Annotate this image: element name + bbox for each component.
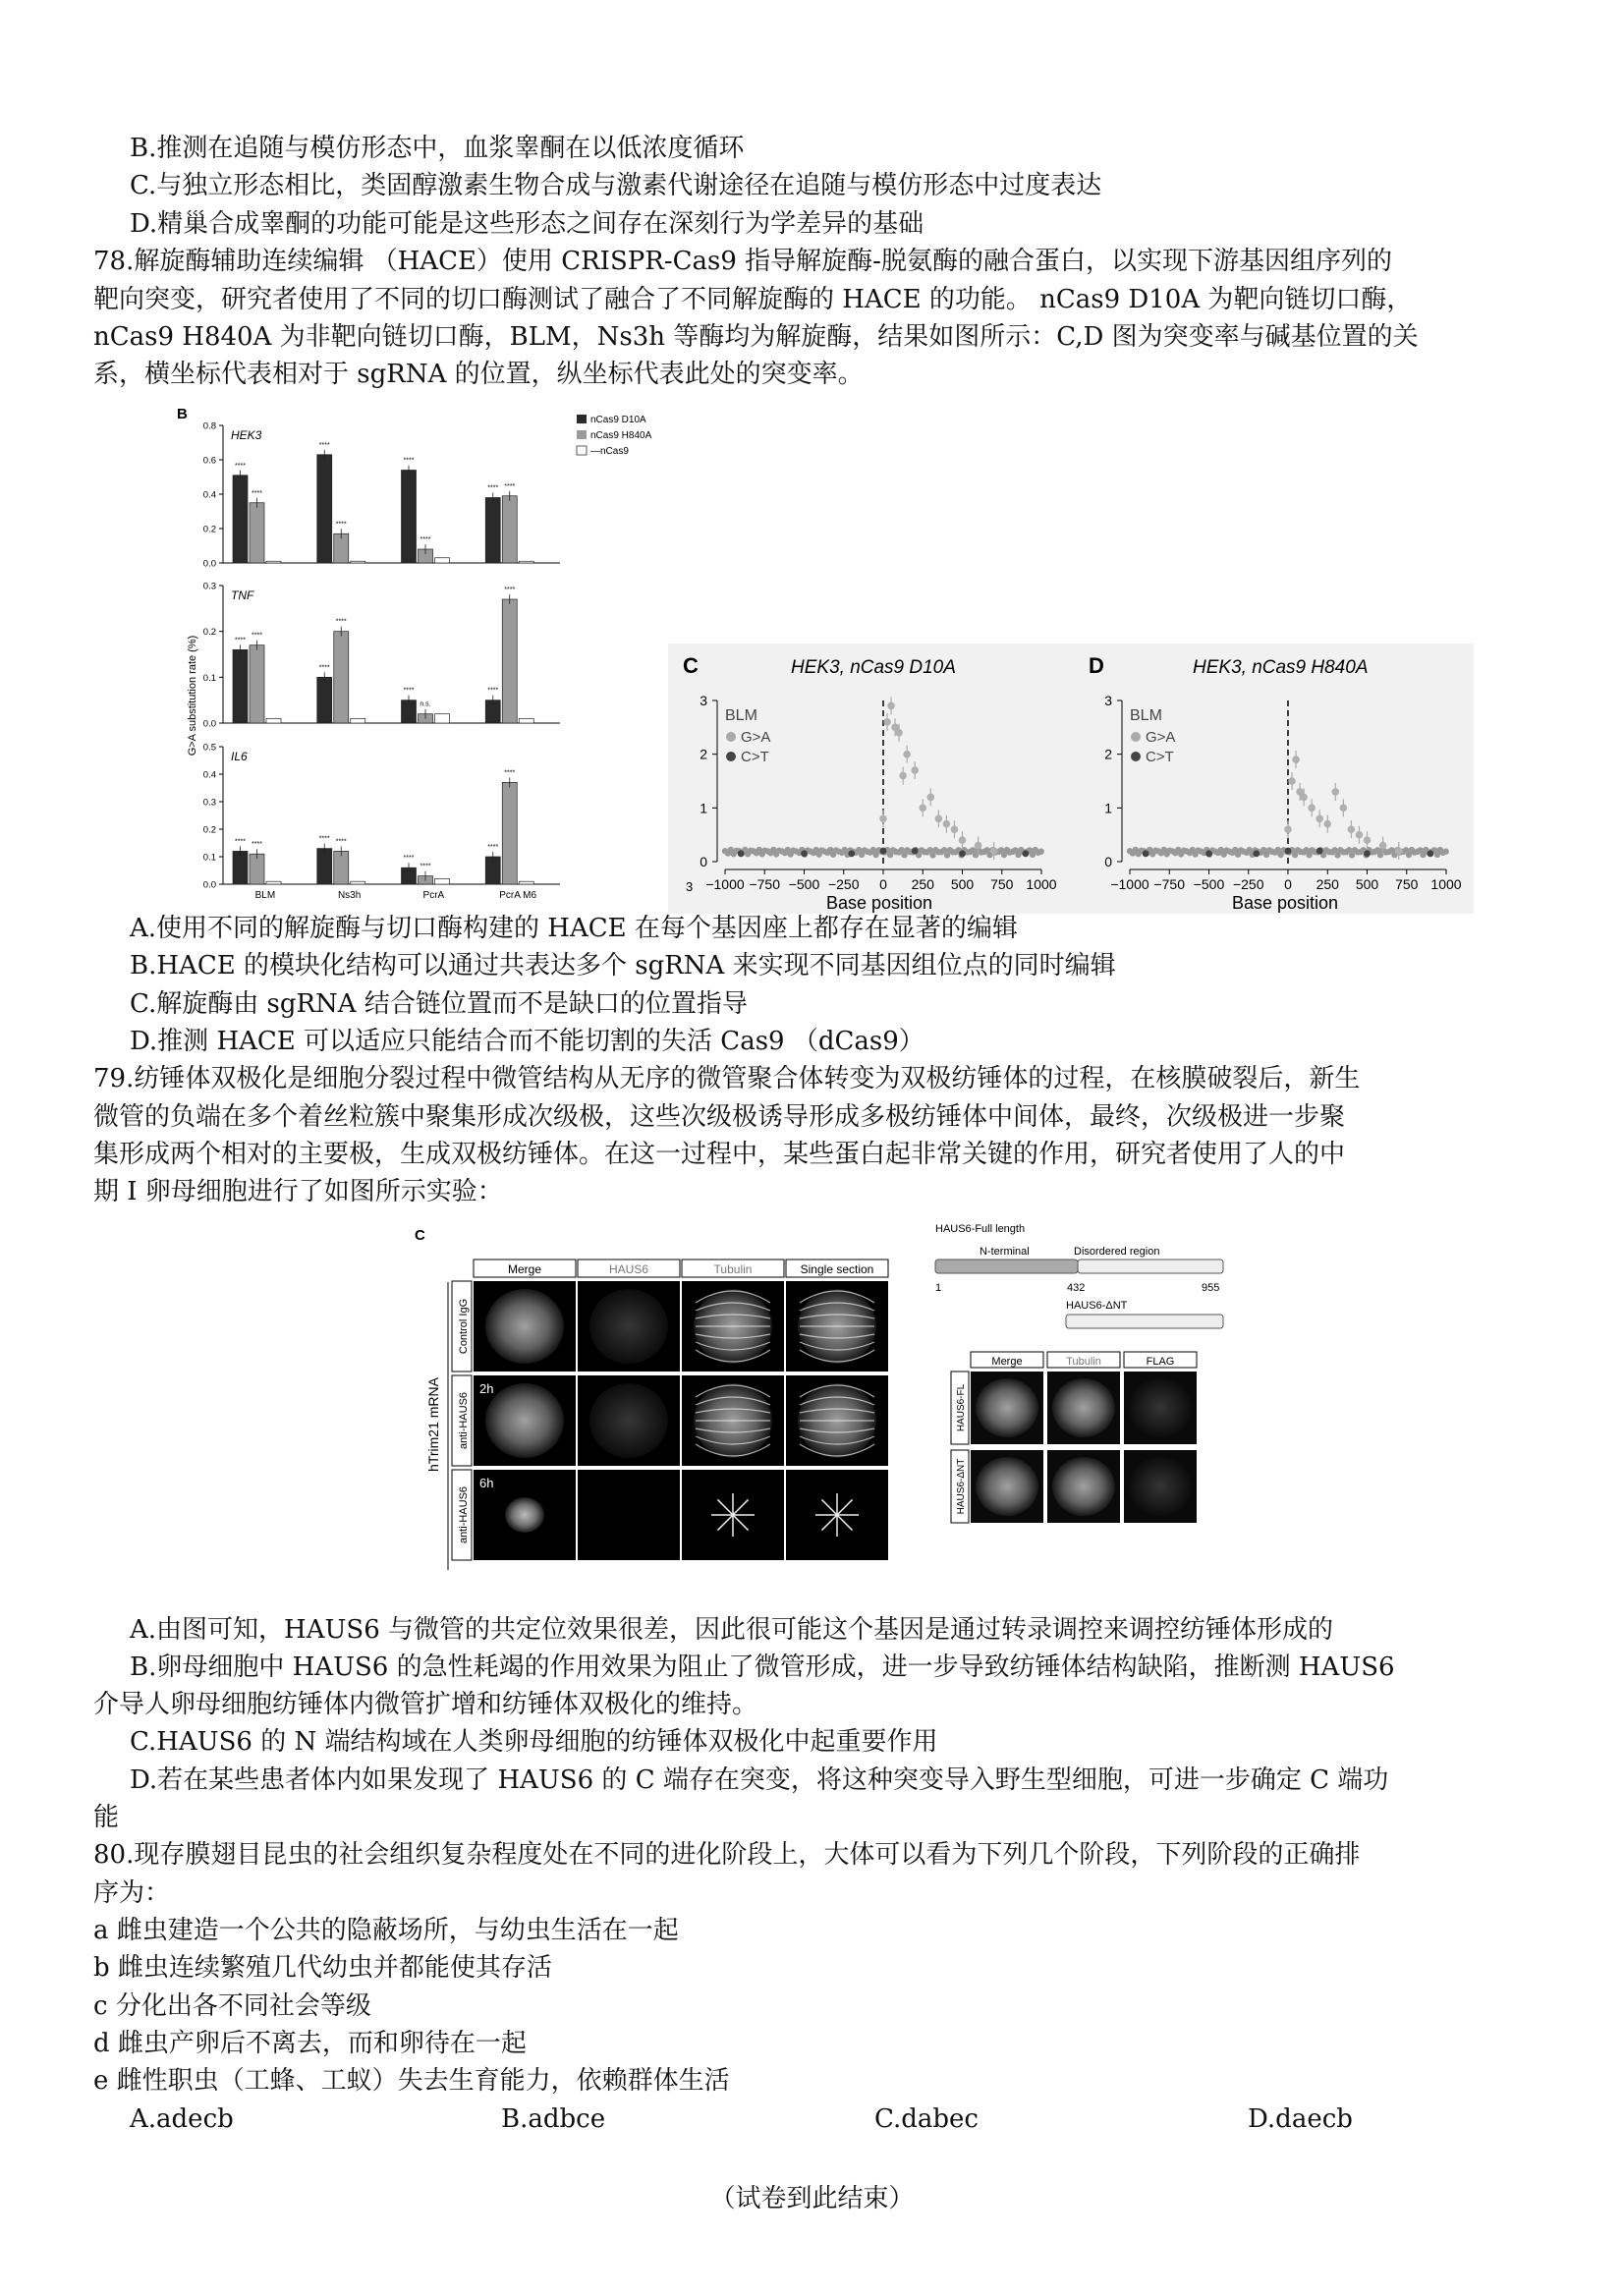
significance-mark: **** xyxy=(252,632,262,640)
figure-b-legend-box xyxy=(575,411,702,470)
row-label: Control IgG xyxy=(458,1298,470,1355)
significance-mark: **** xyxy=(403,855,415,863)
q79-option-b-line-1: B.卵母细胞中 HAUS6 的急性耗竭的作用效果为阻止了微管形成，进一步导致纺锤体结构缺陷，推断测 HAUS6 xyxy=(130,1652,1395,1682)
figure-b-ytick: 0.1 xyxy=(202,852,216,864)
scatter-xtick: 500 xyxy=(1355,876,1379,892)
bar xyxy=(351,718,365,723)
figure-c-xlabel: Base position xyxy=(825,893,933,913)
bar xyxy=(502,782,517,884)
scatter-point-ga xyxy=(1323,820,1331,828)
figure-b-bar-charts xyxy=(172,401,565,904)
scatter-point-ct xyxy=(880,848,887,855)
scatter-point-ga xyxy=(911,766,919,774)
significance-mark: **** xyxy=(252,841,262,849)
bar xyxy=(435,878,450,884)
scatter-point-ct xyxy=(1428,850,1434,857)
scatter-xtick: −750 xyxy=(1153,876,1186,892)
significance-mark: **** xyxy=(403,457,415,465)
figure-d-legend-ga: G>A xyxy=(1146,729,1176,746)
time-label-6h: 6h xyxy=(479,1476,494,1490)
significance-mark: **** xyxy=(420,536,431,543)
figure-d-legend-ga-marker xyxy=(1131,732,1141,742)
significance-mark: **** xyxy=(504,587,516,593)
small-col-header: FLAG xyxy=(1146,1356,1175,1368)
scatter-point-ga xyxy=(919,805,926,812)
figure-b-ytick: 0.0 xyxy=(202,558,216,570)
bar xyxy=(435,714,450,723)
figure-d-title: HEK3, nCas9 H840A xyxy=(1193,657,1369,678)
q80-stage-a: a 雌虫建造一个公共的隐蔽场所，与幼虫生活在一起 xyxy=(93,1916,679,1945)
figure-c-legend-ga: G>A xyxy=(741,729,771,746)
figure-b-label: B xyxy=(177,406,188,422)
q79-stem-line-3: 集形成两个相对的主要极，生成双极纺锤体。在这一过程中，某些蛋白起非常关键的作用，研究者使用了人的中 xyxy=(93,1140,1346,1169)
scatter-point-ga xyxy=(943,820,951,828)
bar xyxy=(435,558,450,563)
significance-mark: **** xyxy=(252,489,262,497)
scatter-ytick: 0 xyxy=(700,854,707,869)
legend-swatch-d10a xyxy=(577,415,587,423)
pos-start: 1 xyxy=(935,1282,942,1294)
col-header: Merge xyxy=(507,1262,542,1276)
figure-c-legend-ct: C>T xyxy=(741,749,769,765)
bar xyxy=(317,849,332,884)
scatter-xtick: −1000 xyxy=(1110,876,1149,892)
dnt-domain-bar xyxy=(1066,1315,1223,1328)
scatter-ytick: 1 xyxy=(1104,800,1112,816)
q79-option-a: A.由图可知，HAUS6 与微管的共定位效果很差，因此很可能这个基因是通过转录调控来调控纺锤体形成的 xyxy=(130,1615,1334,1645)
significance-mark: **** xyxy=(318,664,330,672)
scatter-point-ga xyxy=(1300,794,1308,802)
bar xyxy=(317,455,332,563)
scatter-point-ct xyxy=(1023,850,1030,857)
q78-option-a: A.使用不同的解旋酶与切口酶构建的 HACE 在每个基因座上都存在显著的编辑 xyxy=(130,914,1018,943)
scatter-point-ga xyxy=(879,814,887,822)
scatter-ytick: 3 xyxy=(700,693,707,708)
scatter-point-ga xyxy=(883,718,891,726)
figure-b-ytick: 0.3 xyxy=(202,797,216,809)
scatter-xtick: −500 xyxy=(788,876,820,892)
legend-label-ncas9: —nCas9 xyxy=(590,446,629,457)
significance-mark: **** xyxy=(335,838,347,846)
scatter-point-ga xyxy=(975,842,982,850)
figure-haus-label: C xyxy=(415,1227,425,1244)
q80-option-c: C.dabec xyxy=(874,2104,979,2134)
q80-option-b: B.adbce xyxy=(501,2104,606,2134)
n-terminal-domain-bar xyxy=(935,1260,1078,1273)
bar xyxy=(485,498,500,564)
figure-cd-scatter-plots xyxy=(668,644,1474,914)
scatter-xtick: −750 xyxy=(749,876,781,892)
small-row-label: HAUS6-ΔNT xyxy=(956,1458,967,1515)
bar xyxy=(402,471,417,564)
significance-mark: **** xyxy=(487,484,499,492)
scatter-point-ga xyxy=(903,751,911,758)
haus6-full-length-label: HAUS6-Full length xyxy=(935,1223,1026,1235)
significance-mark: **** xyxy=(504,769,516,777)
scatter-point-ct xyxy=(1253,850,1260,857)
q79-option-d-line-1: D.若在某些患者体内如果发现了 HAUS6 的 C 端存在突变，将这种突变导入野生型细胞，可进一步确定 C 端功 xyxy=(130,1765,1389,1795)
q80-option-d: D.daecb xyxy=(1248,2104,1353,2134)
significance-mark: **** xyxy=(487,844,499,851)
figure-b-category-label: PcrA xyxy=(422,890,445,901)
scatter-point-ct xyxy=(738,850,745,857)
bar xyxy=(502,599,517,723)
significance-mark: **** xyxy=(420,863,431,870)
bar xyxy=(351,561,365,563)
q80-stage-c: c 分化出各不同社会等级 xyxy=(93,1991,371,2021)
figure-haus6-microscopy xyxy=(413,1218,1228,1606)
q80-stem-line-2: 序为： xyxy=(93,1878,171,1908)
figure-b-ytick: 0.4 xyxy=(202,769,216,781)
figure-b-ytick: 0.0 xyxy=(202,718,216,730)
figure-c-title: HEK3, nCas9 D10A xyxy=(791,657,956,678)
significance-mark: **** xyxy=(403,687,415,695)
disordered-region-label: Disordered region xyxy=(1074,1246,1160,1258)
q80-stem-line-1: 80.现存膜翅目昆虫的社会组织复杂程度处在不同的进化阶段上，大体可以看为下列几个阶段，下列阶段的正确排 xyxy=(93,1840,1361,1870)
scatter-point-ga xyxy=(1340,805,1348,812)
scatter-xtick: 750 xyxy=(990,876,1014,892)
scatter-xtick: 1000 xyxy=(1026,876,1057,892)
scatter-point-ct xyxy=(1285,848,1292,855)
q79-option-d-line-2: 能 xyxy=(93,1803,120,1832)
scatter-point-ga xyxy=(1348,825,1356,833)
scatter-point-ga xyxy=(887,702,895,710)
scatter-point-ga xyxy=(990,847,998,855)
q78-option-c: C.解旋酶由 sgRNA 结合链位置而不是缺口的位置指导 xyxy=(130,989,748,1019)
figure-b-ytick: 0.5 xyxy=(202,742,216,754)
scatter-point-background xyxy=(1037,849,1043,855)
bar xyxy=(250,645,264,723)
q77-option-c: C.与独立形态相比，类固醇激素生物合成与激素代谢途径在追随与模仿形态中过度表达 xyxy=(130,171,1102,200)
bar xyxy=(233,851,248,884)
q80-stage-e: e 雌性职虫（工蜂、工蚁）失去生育能力，依赖群体生活 xyxy=(93,2066,730,2096)
scatter-point-ga xyxy=(935,814,943,822)
figure-b-ytick: 0.2 xyxy=(202,524,216,535)
bar xyxy=(502,496,517,563)
scatter-point-ct xyxy=(912,848,919,855)
q78-stem-line-1: 78.解旋酶辅助连续编辑 （HACE）使用 CRISPR-Cas9 指导解旋酶-脱氨酶的融合蛋白，以实现下游基因组序列的 xyxy=(93,247,1392,276)
scatter-point-ga xyxy=(1364,836,1372,844)
figure-b-ytick: 0.4 xyxy=(202,489,216,501)
end-of-exam: （试卷到此结束） xyxy=(709,2184,915,2213)
small-row-label: HAUS6-FL xyxy=(956,1383,967,1432)
legend-label-d10a: nCas9 D10A xyxy=(590,415,646,425)
side-label-htrim21: hTrim21 mRNA xyxy=(425,1377,441,1472)
haus6-dnt-label: HAUS6-ΔNT xyxy=(1066,1300,1128,1312)
q80-option-a: A.adecb xyxy=(130,2104,234,2134)
figure-b-category-label: PcrA M6 xyxy=(499,890,537,901)
bar xyxy=(519,718,533,723)
figure-b-category-label: Ns3h xyxy=(337,890,362,901)
scatter-point-ga xyxy=(1395,847,1403,855)
scatter-point-ga xyxy=(927,794,935,802)
figure-b-gene-label: TNF xyxy=(231,588,254,602)
bar xyxy=(233,476,248,563)
figure-b-ytick: 0.0 xyxy=(202,879,216,891)
q78-stem-line-2: 靶向突变，研究者使用了不同的切口酶测试了融合了不同解旋酶的 HACE 的功能。 nCas9 D10A 为靶向链切口酶， xyxy=(93,285,1413,314)
scatter-xtick: 750 xyxy=(1395,876,1419,892)
significance-mark: **** xyxy=(235,637,246,644)
figure-d-xlabel: Base position xyxy=(1231,893,1339,913)
figure-d-legend-ct-marker xyxy=(1131,752,1141,761)
bar xyxy=(334,851,349,884)
figure-b-ytick: 0.2 xyxy=(202,824,216,836)
figure-c-legend-ct-marker xyxy=(726,752,736,761)
scatter-xtick: −1000 xyxy=(705,876,745,892)
figure-d-legend-ct: C>T xyxy=(1146,749,1174,765)
figure-b-ytick: 0.1 xyxy=(202,672,216,684)
q79-stem-line-2: 微管的负端在多个着丝粒簇中聚集形成次级极，这些次级极诱导形成多极纺锤体中间体，最终，次级极进一步聚 xyxy=(93,1102,1346,1132)
legend-label-h840a: nCas9 H840A xyxy=(590,430,652,441)
legend-swatch-h840a xyxy=(577,430,587,439)
scatter-point-ct xyxy=(801,850,808,857)
q78-option-b: B.HACE 的模块化结构可以通过共表达多个 sgRNA 来实现不同基因组位点的同时编辑 xyxy=(130,951,1116,980)
scatter-point-ct xyxy=(1143,850,1149,857)
scatter-point-ga xyxy=(895,729,903,737)
small-col-header: Merge xyxy=(991,1356,1023,1368)
scatter-ytick: 2 xyxy=(700,746,707,762)
scatter-point-ct xyxy=(848,850,855,857)
row-label: anti-HAUS6 xyxy=(458,1485,470,1544)
bar xyxy=(334,632,349,723)
q77-option-d: D.精巢合成睾酮的功能可能是这些形态之间存在深刻行为学差异的基础 xyxy=(130,209,924,239)
scatter-point-ga xyxy=(1288,777,1296,785)
q79-option-b-line-2: 介导人卵母细胞纺锤体内微管扩增和纺锤体双极化的维持。 xyxy=(93,1690,758,1719)
figure-d-legend-title: BLM xyxy=(1130,707,1162,724)
bar xyxy=(317,677,332,723)
figure-d-label: D xyxy=(1089,653,1104,678)
significance-mark: **** xyxy=(504,482,516,490)
micrograph-tile xyxy=(578,1470,680,1560)
significance-mark: **** xyxy=(335,618,347,626)
q77-option-b: B.推测在追随与模仿形态中，血浆睾酮在以低浓度循环 xyxy=(130,134,745,163)
small-col-header: Tubulin xyxy=(1066,1356,1101,1368)
pos-432: 432 xyxy=(1067,1282,1086,1294)
figure-b-ytick: 0.3 xyxy=(202,581,216,592)
time-label-2h: 2h xyxy=(479,1381,494,1396)
scatter-point-ct xyxy=(959,850,966,857)
scatter-point-ga xyxy=(959,836,967,844)
q79-option-c: C.HAUS6 的 N 端结构域在人类卵母细胞的纺锤体双极化中起重要作用 xyxy=(130,1727,938,1757)
figure-b-ylabel: G>A substitution rate (%) xyxy=(187,635,198,756)
scatter-xtick: 500 xyxy=(950,876,975,892)
scatter-xtick: 250 xyxy=(911,876,934,892)
scatter-ytick: 2 xyxy=(1104,746,1112,762)
figure-c-legend-title: BLM xyxy=(725,707,757,724)
legend-swatch-ncas9 xyxy=(577,446,587,455)
significance-mark: **** xyxy=(487,687,499,695)
disordered-domain-bar xyxy=(1078,1260,1223,1273)
bar xyxy=(519,881,533,884)
col-header: Single section xyxy=(800,1262,874,1276)
bar xyxy=(250,503,264,563)
scatter-xtick: −250 xyxy=(1232,876,1264,892)
bar xyxy=(233,649,248,723)
q78-option-d: D.推测 HACE 可以适应只能结合而不能切割的失活 Cas9 （dCas9） xyxy=(130,1027,924,1056)
significance-mark: **** xyxy=(235,838,246,846)
scatter-ytick: 3 xyxy=(1104,693,1112,708)
scatter-point-ga xyxy=(1308,805,1316,812)
figure-b-gene-label: HEK3 xyxy=(231,428,262,442)
scatter-point-ga xyxy=(951,825,959,833)
scatter-point-ga xyxy=(1379,842,1387,850)
scatter-point-ga xyxy=(1356,831,1364,839)
figure-b-category-label: BLM xyxy=(254,890,276,901)
q79-stem-line-4: 期 I 卵母细胞进行了如图所示实验： xyxy=(93,1177,503,1206)
scatter-point-ga xyxy=(1292,756,1300,763)
figure-b-ytick: 0.8 xyxy=(202,420,216,432)
scatter-xtick: 0 xyxy=(879,876,887,892)
scatter-xtick: 1000 xyxy=(1430,876,1462,892)
bar xyxy=(351,881,365,884)
pos-955: 955 xyxy=(1202,1282,1220,1294)
figure-c-label: C xyxy=(683,653,699,678)
q78-stem-line-4: 系，横坐标代表相对于 sgRNA 的位置，纵坐标代表此处的突变率。 xyxy=(93,360,864,389)
scatter-point-background xyxy=(1442,849,1448,855)
significance-mark: **** xyxy=(318,835,330,843)
scatter-point-ga xyxy=(1332,788,1340,796)
significance-mark: **** xyxy=(318,441,330,449)
bar xyxy=(519,561,533,563)
q80-stage-d: d 雌虫产卵后不离去，而和卵待在一起 xyxy=(93,2029,527,2058)
bar xyxy=(266,561,281,563)
q79-stem-line-1: 79.纺锤体双极化是细胞分裂过程中微管结构从无序的微管聚合体转变为双极纺锤体的过程，在核膜破裂后，新生 xyxy=(93,1064,1361,1093)
scatter-point-ct xyxy=(1316,848,1323,855)
scatter-point-ct xyxy=(1205,850,1212,857)
row-label: anti-HAUS6 xyxy=(458,1391,470,1450)
scatter-point-ct xyxy=(1364,850,1371,857)
col-header: Tubulin xyxy=(713,1262,753,1276)
col-header: HAUS6 xyxy=(608,1262,649,1276)
scatter-xtick: −250 xyxy=(827,876,860,892)
figure-b-ytick: 0.6 xyxy=(202,455,216,467)
figure-b-gene-label: IL6 xyxy=(231,750,248,763)
figure-c-legend-ga-marker xyxy=(726,732,736,742)
scatter-xtick: 250 xyxy=(1316,876,1339,892)
scatter-ytick: 1 xyxy=(700,800,707,816)
bar xyxy=(266,881,281,884)
q78-stem-line-3: nCas9 H840A 为非靶向链切口酶，BLM，Ns3h 等酶均为解旋酶，结果如图所示：C,D 图为突变率与碱基位置的关 xyxy=(93,322,1419,352)
significance-mark: **** xyxy=(235,462,246,470)
scatter-ytick: 0 xyxy=(1104,854,1112,869)
figure-b-ytick: 0.2 xyxy=(202,627,216,639)
figure-c-extra-tick: 3 xyxy=(686,879,694,894)
scatter-point-ga xyxy=(1284,825,1292,833)
bar xyxy=(266,718,281,723)
significance-mark: **** xyxy=(335,521,347,529)
scatter-point-ga xyxy=(899,772,907,780)
n-terminal-label: N-terminal xyxy=(980,1246,1030,1258)
scatter-xtick: −500 xyxy=(1193,876,1225,892)
significance-mark: n.s. xyxy=(420,700,431,708)
q80-stage-b: b 雌虫连续繁殖几代幼虫并都能使其存活 xyxy=(93,1953,552,1983)
scatter-point-ga xyxy=(1316,814,1323,822)
scatter-xtick: 0 xyxy=(1284,876,1292,892)
